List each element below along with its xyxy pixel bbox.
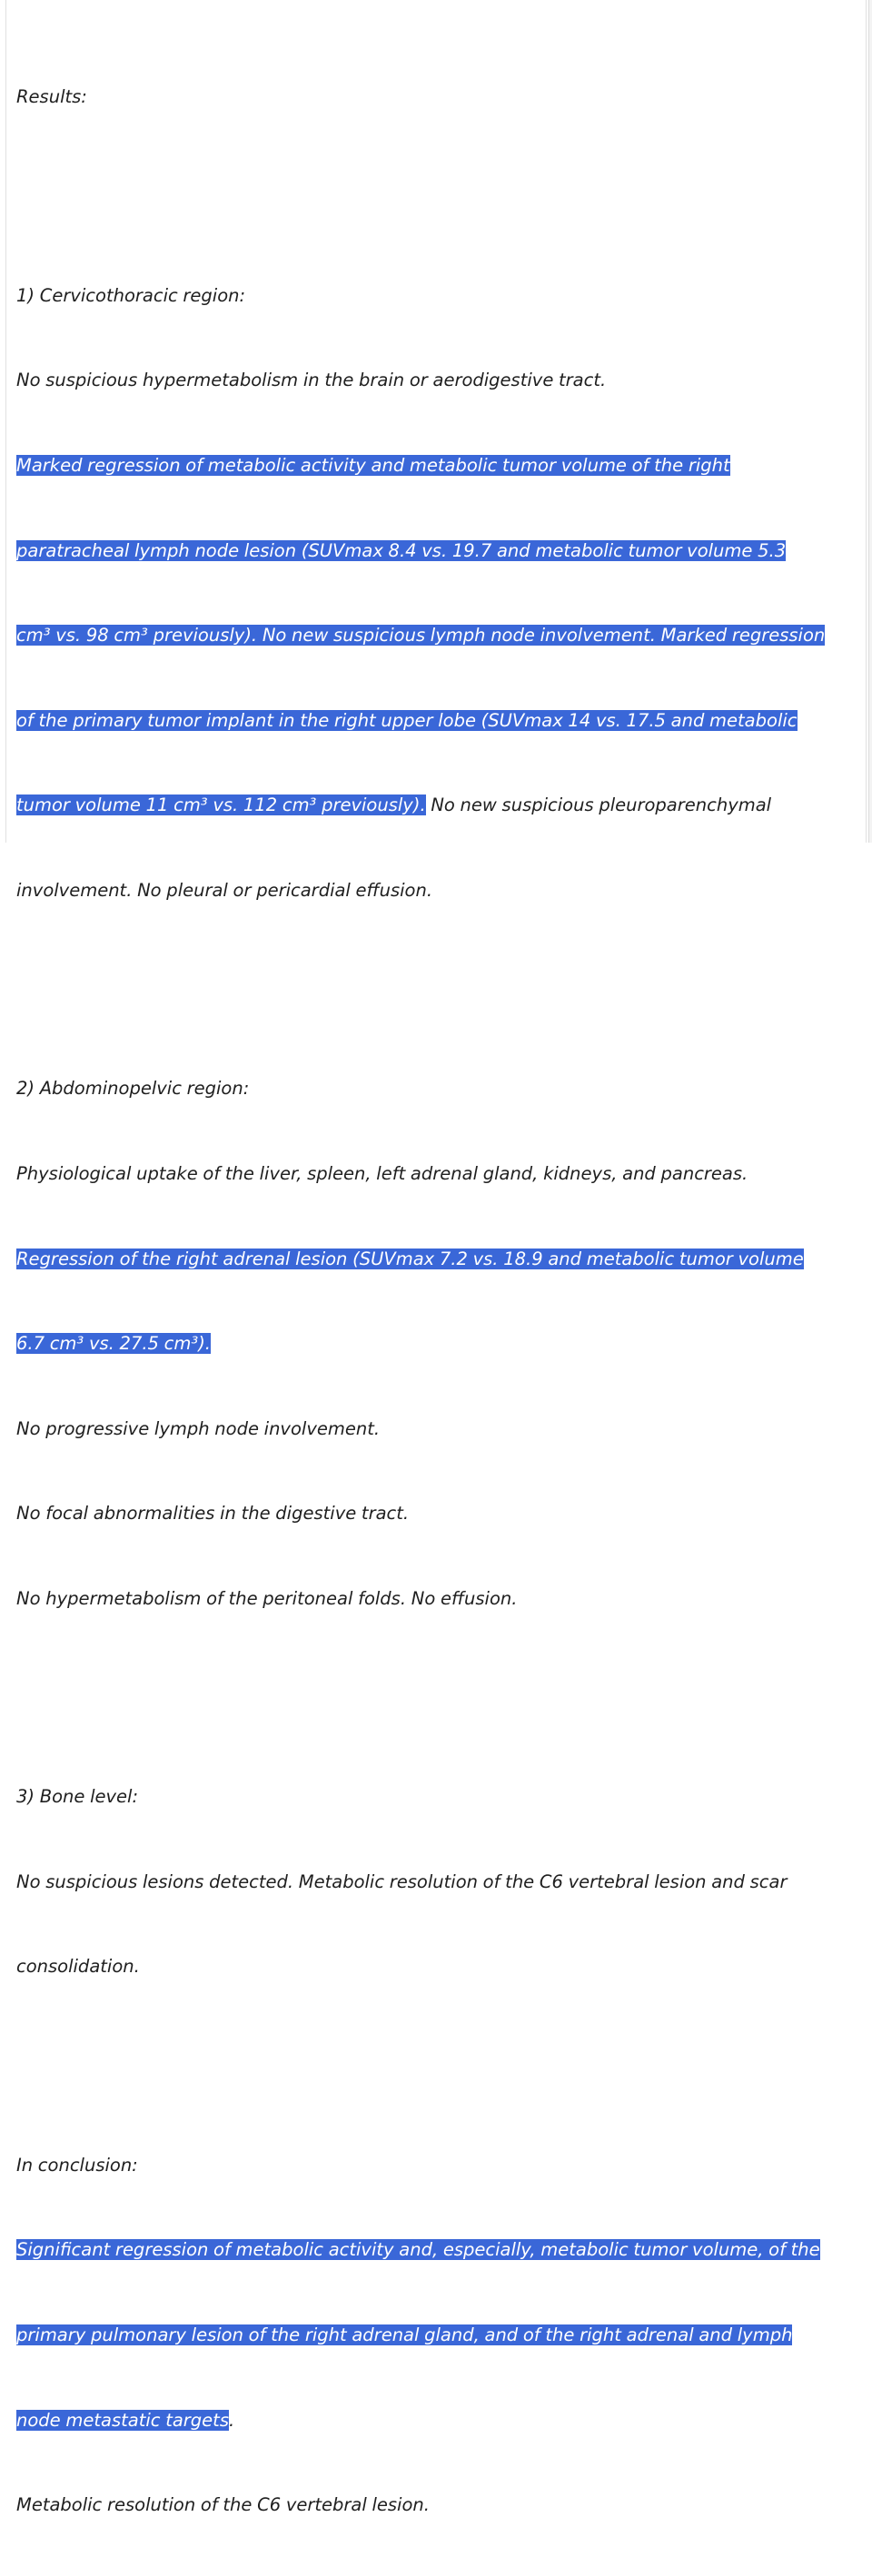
selected-text[interactable]: Marked regression of metabolic activity and metabolic tumor volume of the right	[16, 454, 730, 476]
unselected-text: No new suspicious pleuroparenchymal	[425, 795, 772, 816]
selected-text[interactable]: Regression of the right adrenal lesion (SUVmax 7.2 vs. 18.9 and metabolic tumor volume	[16, 1248, 804, 1269]
selected-text[interactable]: node metastatic targets	[16, 2409, 229, 2431]
section2-line: No progressive lymph node involvement.	[16, 1417, 381, 1439]
section2-highlight-line[interactable]	[16, 1245, 854, 1273]
selected-text[interactable]: paratracheal lymph node lesion (SUVmax 8.4 vs. 19.7 and metabolic tumor volume 5.3	[16, 539, 787, 561]
section1-line: involvement. No pleural or pericardial effusion.	[16, 879, 433, 901]
conclusion-highlight-line[interactable]	[16, 2406, 854, 2434]
section1-highlight-line[interactable]	[16, 706, 854, 735]
section2-line: No hypermetabolism of the peritoneal folds. No effusion.	[16, 1587, 518, 1609]
selected-text[interactable]: Significant regression of metabolic activity and, especially, metabolic tumor volume, of the	[16, 2239, 820, 2261]
results-heading: Results:	[16, 86, 87, 108]
section2-line: Physiological uptake of the liver, spleen, left adrenal gland, kidneys, and pancreas.	[16, 1162, 748, 1184]
section2-line: No focal abnormalities in the digestive tract.	[16, 1503, 410, 1525]
conclusion-line: Metabolic resolution of the C6 vertebral lesion.	[16, 2494, 430, 2516]
section1-highlight-line[interactable]	[16, 621, 854, 649]
section1-highlight-line[interactable]	[16, 451, 854, 479]
section1-title: 1) Cervicothoracic region:	[16, 284, 246, 306]
spacer	[16, 962, 854, 990]
selected-text[interactable]: of the primary tumor implant in the right upper lobe (SUVmax 14 vs. 17.5 and metabolic	[16, 709, 798, 731]
selected-text[interactable]: cm³ vs. 98 cm³ previously). No new suspicious lymph node involvement. Marked regression	[16, 625, 826, 646]
selected-text[interactable]: tumor volume 11 cm³ vs. 112 cm³ previously).	[16, 795, 426, 816]
report-text[interactable]	[16, 26, 854, 2576]
section1-highlight-line[interactable]	[16, 537, 854, 565]
section3-line: No suspicious lesions detected. Metabolic resolution of the C6 vertebral lesion and scar	[16, 1870, 788, 1892]
section2-title: 2) Abdominopelvic region:	[16, 1078, 250, 1100]
spacer	[16, 168, 854, 196]
section1-line: No suspicious hypermetabolism in the brain or aerodigestive tract.	[16, 370, 607, 391]
conclusion-highlight-line[interactable]	[16, 2235, 854, 2264]
conclusion-highlight-line[interactable]	[16, 2321, 854, 2349]
selected-text[interactable]: primary pulmonary lesion of the right adrenal gland, and of the right adrenal and lymph	[16, 2324, 793, 2346]
scrollbar-track[interactable]	[868, 0, 872, 843]
spacer	[16, 2038, 854, 2066]
section1-highlight-line[interactable]	[16, 791, 854, 819]
section2-highlight-line[interactable]	[16, 1329, 854, 1357]
section3-line: consolidation.	[16, 1956, 140, 1978]
section3-title: 3) Bone level:	[16, 1786, 139, 1808]
spacer	[16, 1670, 854, 1698]
unselected-text: .	[228, 2409, 235, 2431]
selected-text[interactable]: 6.7 cm³ vs. 27.5 cm³).	[16, 1333, 211, 1355]
conclusion-title: In conclusion:	[16, 2154, 138, 2176]
